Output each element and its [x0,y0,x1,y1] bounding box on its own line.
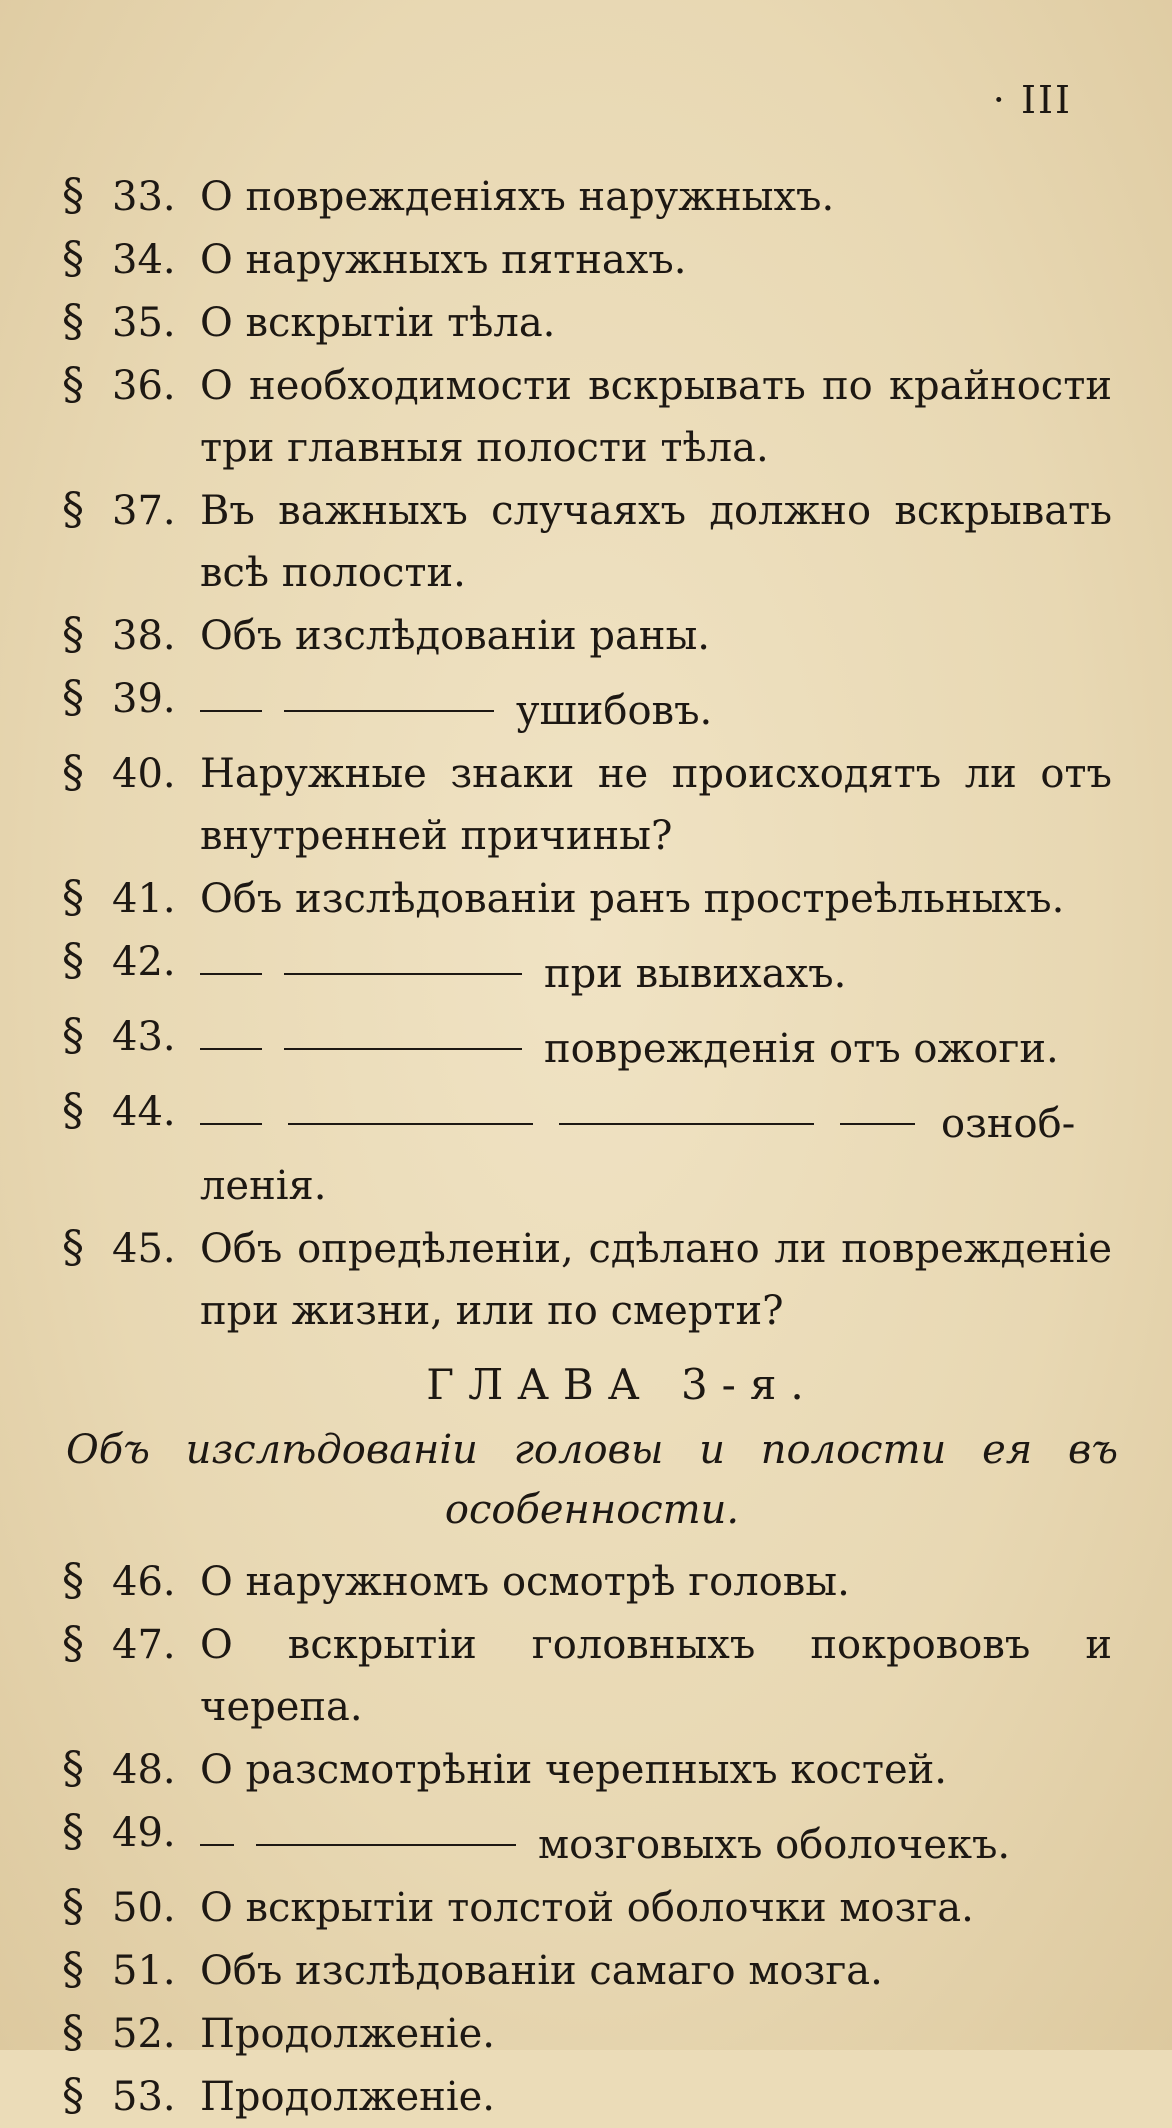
entry-title-ditto [200,1814,1122,1876]
section-sign: § [62,1085,84,1136]
ditto-dash [200,1123,262,1125]
section-sign: § [62,1881,84,1932]
section-number: 38. [112,613,176,659]
section-number: 41. [112,876,176,922]
section-number: 45. [112,1226,176,1272]
toc-entry-36 [62,354,1122,479]
entry-title: Объ изслѣдованіи самаго мозга. [200,1948,883,1994]
ditto-dash [200,973,262,975]
entry-title: мозговыхъ оболочекъ. [538,1822,1011,1868]
section-sign: § [62,609,84,660]
toc-entry-50 [62,1876,1122,1939]
section-sign: § [62,484,84,535]
toc-entry-35 [62,291,1122,354]
chapter-heading: ГЛАВА 3-я. [426,1360,818,1409]
section-sign: § [62,1944,84,1995]
section-sign: § [62,1555,84,1606]
entry-title: при вывихахъ. [544,951,847,997]
section-number: 44. [112,1089,176,1135]
section-number: 34. [112,237,176,283]
section-sign: § [62,1743,84,1794]
section-number: 47. [112,1622,176,1668]
entry-title-ditto [200,943,1122,1005]
entry-title: О вскрытіи головныхъ покрововъ и черепа. [200,1622,1112,1730]
section-number: 51. [112,1948,176,1994]
entry-title: Наружные знаки не происходятъ ли отъ внутренней причины? [200,751,1112,859]
entry-title: О наружныхъ пятнахъ. [200,237,687,283]
ditto-dash [284,1048,522,1050]
toc-entry-44-continuation [62,1155,1122,1217]
section-number: 48. [112,1747,176,1793]
ditto-dash [200,710,262,712]
toc-entry-38 [62,604,1122,667]
entry-title-ditto [200,1093,1122,1155]
ditto-dash [284,710,494,712]
toc-entry-47 [62,1613,1122,1738]
toc-entry-41 [62,867,1122,930]
entry-title: Объ опредѣленіи, сдѣлано ли поврежденіе при жизни, или по смерти? [200,1226,1112,1334]
toc-entry-51 [62,1939,1122,2002]
toc-entry-46 [62,1550,1122,1613]
entry-title: О наружномъ осмотрѣ головы. [200,1559,850,1605]
entry-title: Объ изслѣдованіи раны. [200,613,711,659]
entry-title: О разсмотрѣніи черепныхъ костей. [200,1747,947,1793]
ditto-dash [200,1048,262,1050]
section-sign: § [62,747,84,798]
section-sign: § [62,1618,84,1669]
section-number: 37. [112,488,176,534]
toc-entry-33 [62,165,1122,228]
section-number: 52. [112,2011,176,2057]
entry-title: О вскрытіи тѣла. [200,300,556,346]
ditto-dash [256,1844,516,1846]
toc-entry-53 [62,2065,1122,2128]
toc-entry-44 [62,1080,1122,1155]
entry-title: Въ важныхъ случаяхъ должно вскрывать всѣ полости. [200,488,1112,596]
entry-title: озноб- [941,1101,1076,1147]
section-sign: § [62,1222,84,1273]
entry-title: поврежденія отъ ожоги. [544,1026,1059,1072]
chapter-subtitle: Объ изслѣдованіи головы и полости ея въ особенности. [66,1427,1118,1533]
section-number: 43. [112,1014,176,1060]
section-sign: § [62,2070,84,2121]
section-number: 39. [112,676,176,722]
toc-entry-52 [62,2002,1122,2065]
toc-entry-39 [62,667,1122,742]
entry-title: ушибовъ. [516,688,713,734]
toc-entry-48 [62,1738,1122,1801]
entry-title: О вскрытіи толстой оболочки мозга. [200,1885,974,1931]
toc-entry-42 [62,930,1122,1005]
ditto-dash [840,1123,915,1125]
toc-entry-34 [62,228,1122,291]
entry-title-ditto [200,1018,1122,1080]
entry-title: Продолженіе. [200,2074,495,2120]
ditto-dash [288,1123,533,1125]
section-number: 35. [112,300,176,346]
section-sign: § [62,872,84,923]
ditto-dash [284,973,522,975]
entry-title: Продолженіе. [200,2011,495,2057]
toc-entry-45 [62,1217,1122,1342]
entry-title: ленія. [200,1163,327,1209]
section-sign: § [62,170,84,221]
section-number: 53. [112,2074,176,2120]
entry-title: О необходимости вскрывать по крайности три главныя полости тѣла. [200,363,1112,471]
section-number: 36. [112,363,176,409]
entry-title-ditto [200,680,1122,742]
section-sign: § [62,935,84,986]
entry-title: О поврежденіяхъ наружныхъ. [200,174,835,220]
section-number: 50. [112,1885,176,1931]
section-sign: § [62,359,84,410]
section-number: 49. [112,1810,176,1856]
ditto-dash [559,1123,814,1125]
section-sign: § [62,1806,84,1857]
entry-title: Объ изслѣдованіи ранъ простреѣльныхъ. [200,876,1065,922]
section-sign: § [62,233,84,284]
toc-entry-37 [62,479,1122,604]
page-number: · III [992,78,1072,122]
section-number: 40. [112,751,176,797]
section-number: 46. [112,1559,176,1605]
section-sign: § [62,296,84,347]
section-sign: § [62,672,84,723]
section-number: 33. [112,174,176,220]
section-sign: § [62,1010,84,1061]
ditto-dash [200,1844,234,1846]
toc-entry-40 [62,742,1122,867]
toc-entry-49 [62,1801,1122,1876]
toc-entry-43 [62,1005,1122,1080]
section-number: 42. [112,939,176,985]
table-of-contents [62,165,1122,2128]
section-sign: § [62,2007,84,2058]
